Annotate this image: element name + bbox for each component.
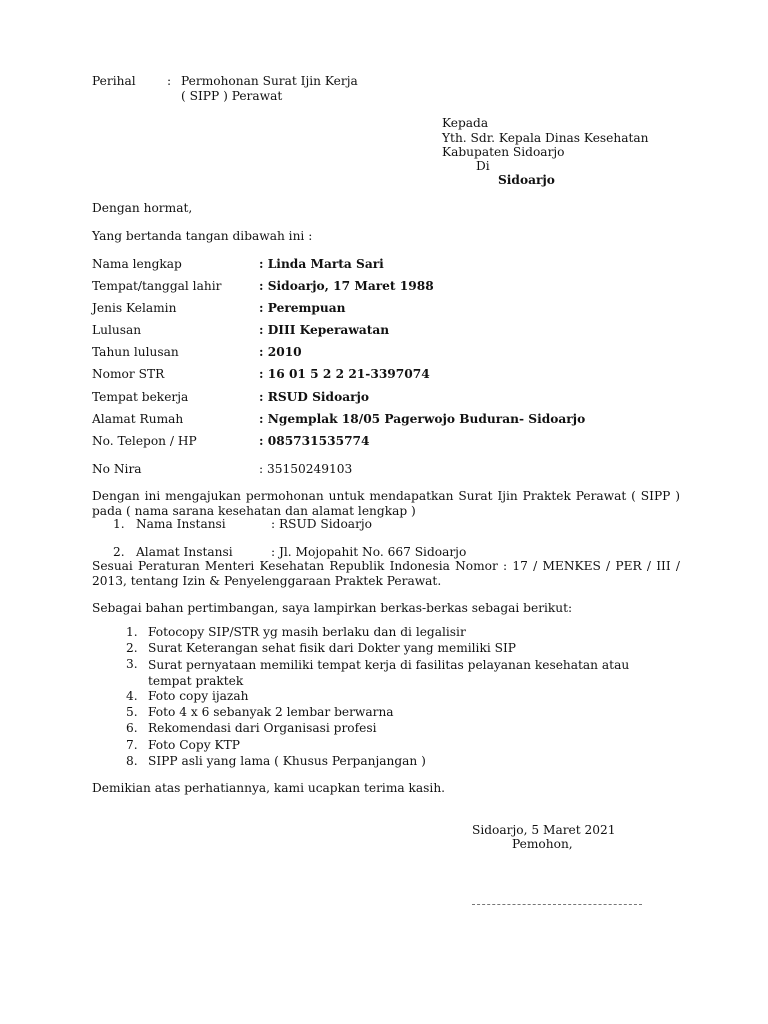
- field-value: : 16 01 5 2 2 21-3397074: [259, 367, 430, 381]
- attachment-number: 1.: [126, 625, 138, 639]
- attachment-item: SIPP asli yang lama ( Khusus Perpanjangan ): [148, 754, 426, 768]
- attachment-number: 4.: [126, 689, 138, 703]
- field-value: : Perempuan: [259, 301, 346, 315]
- field-label: Alamat Rumah: [92, 412, 184, 426]
- nira-value: : 35150249103: [259, 462, 353, 476]
- attachment-item: Foto copy ijazah: [148, 689, 249, 703]
- greeting: Dengan hormat,: [92, 201, 193, 215]
- instansi-label: Alamat Instansi: [136, 545, 233, 559]
- perihal-subject-line2: ( SIPP ) Perawat: [181, 89, 283, 103]
- field-label: Tempat/tanggal lahir: [92, 279, 222, 293]
- attachment-number: 6.: [126, 721, 138, 735]
- attachment-number: 7.: [126, 738, 138, 752]
- perihal-label: Perihal: [92, 74, 136, 88]
- field-value: : Linda Marta Sari: [259, 257, 384, 271]
- recipient-kepada: Kepada: [442, 116, 489, 130]
- field-label: Nomor STR: [92, 367, 165, 381]
- attachment-number: 3.: [126, 657, 138, 671]
- closing-text: Demikian atas perhatiannya, kami ucapkan terima kasih.: [92, 781, 446, 795]
- field-value: : RSUD Sidoarjo: [259, 390, 370, 404]
- instansi-number: 2.: [113, 545, 125, 559]
- instansi-number: 1.: [113, 517, 125, 531]
- attachment-number: 8.: [126, 754, 138, 768]
- field-value: : 2010: [259, 345, 302, 359]
- recipient-di: Di: [476, 159, 490, 173]
- instansi-value: : RSUD Sidoarjo: [271, 517, 373, 531]
- field-label: Tempat bekerja: [92, 390, 189, 404]
- request-paragraph: Dengan ini mengajukan permohonan untuk mendapatkan Surat Ijin Praktek Perawat ( SIPP ) pada ( nama sarana kesehatan dan alamat lengkap ): [92, 489, 680, 518]
- perihal-subject-line1: Permohonan Surat Ijin Kerja: [181, 74, 358, 88]
- field-label: Tahun lulusan: [92, 345, 179, 359]
- regulation-paragraph: Sesuai Peraturan Menteri Kesehatan Republik Indonesia Nomor : 17 / MENKES / PER / III / 2013, tentang Izin & Penyelenggaraan Praktek Perawat.: [92, 559, 680, 588]
- field-value: : DIII Keperawatan: [259, 323, 390, 337]
- instansi-value: : Jl. Mojopahit No. 667 Sidoarjo: [271, 545, 467, 559]
- field-label: No. Telepon / HP: [92, 434, 197, 448]
- attachment-item: Surat Keterangan sehat fisik dari Dokter yang memiliki SIP: [148, 641, 516, 655]
- instansi-label: Nama Instansi: [136, 517, 226, 531]
- attachment-number: 2.: [126, 641, 138, 655]
- signature-line: [472, 904, 642, 905]
- field-value: : 085731535774: [259, 434, 370, 448]
- recipient-city: Sidoarjo: [498, 173, 555, 187]
- attachments-intro: Sebagai bahan pertimbangan, saya lampirkan berkas-berkas sebagai berikut:: [92, 601, 573, 615]
- recipient-line2: Kabupaten Sidoarjo: [442, 145, 565, 159]
- nira-label: No Nira: [92, 462, 142, 476]
- perihal-colon: :: [167, 74, 172, 88]
- field-label: Nama lengkap: [92, 257, 182, 271]
- attachment-number: 5.: [126, 705, 138, 719]
- attachment-item: Surat pernyataan memiliki tempat kerja di fasilitas pelayanan kesehatan atau tempat praktek: [148, 658, 630, 688]
- attachment-item: Rekomendasi dari Organisasi profesi: [148, 721, 377, 735]
- intro-text: Yang bertanda tangan dibawah ini :: [92, 229, 313, 243]
- signature-place-date: Sidoarjo, 5 Maret 2021: [472, 823, 616, 837]
- field-label: Jenis Kelamin: [92, 301, 177, 315]
- attachment-item: Foto 4 x 6 sebanyak 2 lembar berwarna: [148, 705, 394, 719]
- attachment-item: Foto Copy KTP: [148, 738, 240, 752]
- field-value: : Ngemplak 18/05 Pagerwojo Buduran- Sidoarjo: [259, 412, 586, 426]
- field-label: Lulusan: [92, 323, 142, 337]
- attachment-item: Fotocopy SIP/STR yg masih berlaku dan di legalisir: [148, 625, 466, 639]
- signature-role: Pemohon,: [512, 837, 573, 851]
- recipient-line1: Yth. Sdr. Kepala Dinas Kesehatan: [442, 131, 649, 145]
- field-value: : Sidoarjo, 17 Maret 1988: [259, 279, 434, 293]
